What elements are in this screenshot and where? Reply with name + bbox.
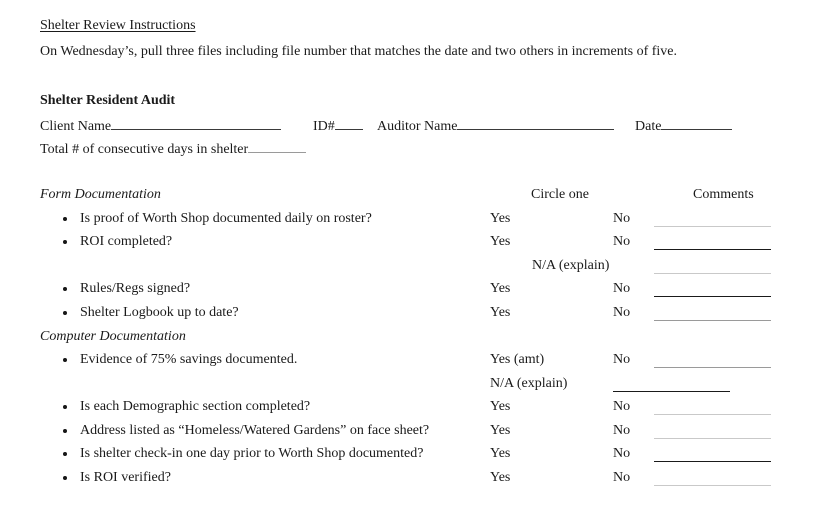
audit-row [0,280,831,298]
audit-heading: Shelter Resident Audit [40,93,176,108]
yes-option: Yes [490,234,511,249]
question-text: Is proof of Worth Shop documented daily on roster? [80,211,372,226]
audit-row [0,210,831,228]
comment-line [613,375,730,392]
id-label: ID# [313,119,335,134]
question-text: Is ROI verified? [80,470,171,485]
form-section-header-row [0,186,831,204]
no-option: No [613,399,631,414]
audit-row [0,304,831,322]
bullet-icon [63,452,67,456]
audit-row [0,422,831,440]
bullet-icon [63,358,67,362]
client-name-label: Client Name [40,119,112,134]
bullet-icon [63,429,67,433]
column-header-circle-one: Circle one [531,187,589,202]
question-text: Address listed as “Homeless/Watered Gardens” on face sheet? [80,423,430,438]
no-option: No [613,234,631,249]
section-heading-form: Form Documentation [40,187,161,202]
yes-option: Yes [490,211,511,226]
column-header-comments: Comments [693,187,754,202]
yes-option: Yes (amt) [490,352,545,367]
consecutive-days-row [0,138,831,156]
comment-line [654,398,771,415]
no-option: No [613,446,631,461]
comment-line [654,469,771,486]
comment-line [654,304,771,321]
no-option: No [613,352,631,367]
consecutive-days-line [248,138,306,153]
bullet-icon [63,217,67,221]
comment-line [654,445,771,462]
na-option: N/A (explain) [490,376,568,391]
client-name-line [111,115,281,130]
bullet-icon [63,405,67,409]
comment-line [654,210,771,227]
yes-option: Yes [490,399,511,414]
date-line [661,115,732,130]
no-option: No [613,281,631,296]
question-text: Rules/Regs signed? [80,281,191,296]
audit-row-na [0,375,831,393]
client-info-row [0,115,831,133]
comment-line [654,351,771,368]
no-option: No [613,470,631,485]
audit-row [0,445,831,463]
consecutive-days-label: Total # of consecutive days in shelter [40,142,249,157]
audit-row [0,398,831,416]
bullet-icon [63,287,67,291]
id-line [335,115,363,130]
computer-section-header-row [0,328,831,346]
comment-line [654,257,771,274]
question-text: Is shelter check-in one day prior to Worth Shop documented? [80,446,424,461]
audit-row-na [0,257,831,275]
comment-line [654,280,771,297]
auditor-name-label: Auditor Name [377,119,458,134]
section-heading-computer: Computer Documentation [40,329,186,344]
question-text: ROI completed? [80,234,173,249]
no-option: No [613,305,631,320]
page-title: Shelter Review Instructions [40,18,196,33]
yes-option: Yes [490,423,511,438]
yes-option: Yes [490,470,511,485]
na-option: N/A (explain) [532,258,610,273]
auditor-name-line [457,115,614,130]
audit-row [0,233,831,251]
yes-option: Yes [490,281,511,296]
yes-option: Yes [490,446,511,461]
comment-line [654,422,771,439]
intro-text: On Wednesday’s, pull three files including file number that matches the date and two others in increments of five. [40,44,677,59]
audit-row [0,351,831,369]
no-option: No [613,423,631,438]
question-text: Is each Demographic section completed? [80,399,311,414]
bullet-icon [63,240,67,244]
comment-line [654,233,771,250]
date-label: Date [635,119,662,134]
question-text: Shelter Logbook up to date? [80,305,239,320]
question-text: Evidence of 75% savings documented. [80,352,298,367]
no-option: No [613,211,631,226]
bullet-icon [63,311,67,315]
audit-row [0,469,831,487]
yes-option: Yes [490,305,511,320]
bullet-icon [63,476,67,480]
